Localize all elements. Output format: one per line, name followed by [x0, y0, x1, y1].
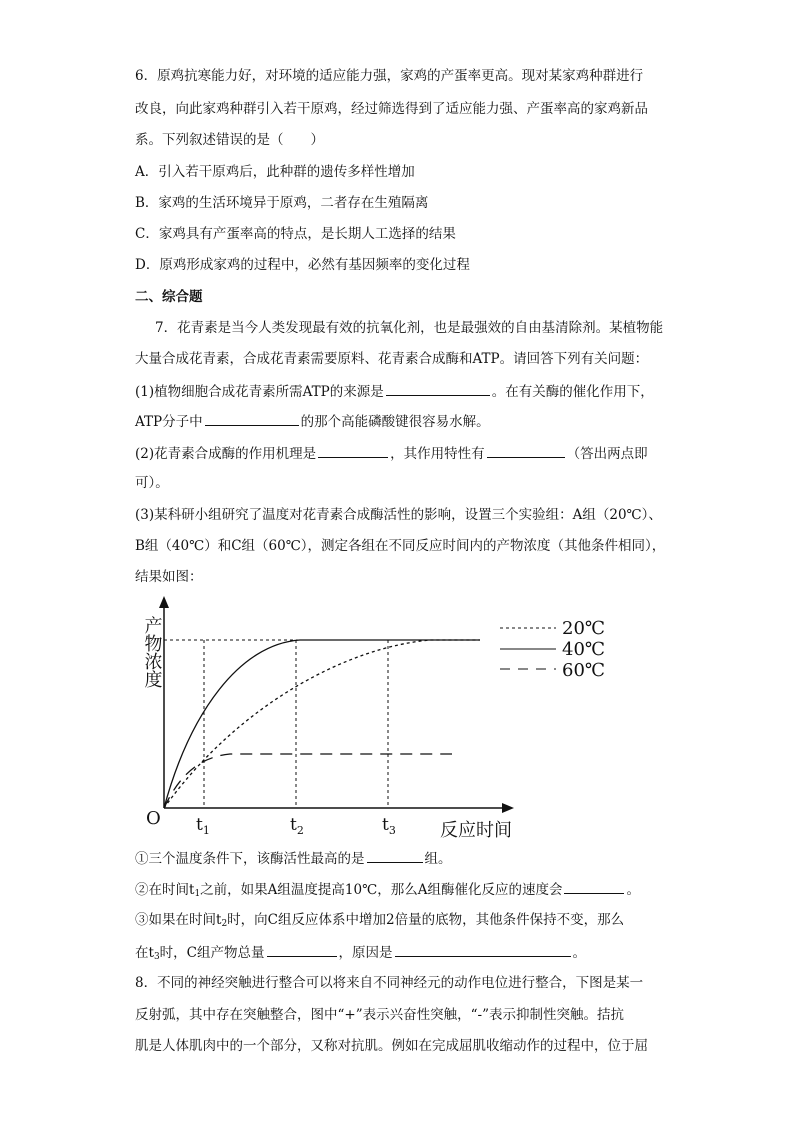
- curve-40c: [164, 640, 480, 808]
- tick-t1: $t_1$: [196, 815, 210, 837]
- q7-sub2-text-a: ②在时间: [135, 882, 189, 898]
- q7-sub2: [135, 879, 640, 904]
- q7-sub3-text-e: ，原因是: [338, 945, 393, 961]
- q7-sub3-text-d: 时，C组产物总量: [159, 945, 265, 961]
- q7-sub3-line2: [135, 942, 586, 967]
- q8-stem-line1: 8．不同的神经突触进行整合可以将来自不同神经元的动作电位进行整合，下图是某一: [135, 975, 644, 991]
- tick-t2: $t_2$: [290, 815, 304, 837]
- answer-blank-product-total[interactable]: [267, 942, 337, 957]
- q7-sub3-text-a: ③如果在时间: [135, 912, 216, 928]
- q7-sub3-line1: [135, 910, 624, 934]
- q7-sub1-text-a: ①三个温度条件下，该酶活性最高的是: [135, 851, 365, 867]
- answer-blank-enzyme-mechanism[interactable]: [318, 443, 388, 458]
- q7-part2-text-c: （答出两点即: [566, 446, 648, 462]
- curve-60c: [164, 754, 452, 808]
- q7-part1-text-d: 的那个高能磷酸键很容易水解。: [300, 414, 490, 430]
- legend-60c-label: 60℃: [562, 660, 606, 681]
- answer-blank-atp-bond[interactable]: [205, 411, 299, 426]
- q6-option-d: D．原鸡形成家鸡的过程中，必然有基因频率的变化过程: [135, 257, 470, 273]
- q7-part1-text-b: 。在有关酶的催化作用下，: [491, 384, 654, 400]
- legend-40c-label: 40℃: [562, 639, 606, 660]
- q7-sub1-text-b: 组。: [424, 851, 452, 867]
- q6-stem-line1: 6．原鸡抗寒能力好，对环境的适应能力强，家鸡的产蛋率更高。现对某家鸡种群进行: [135, 68, 644, 84]
- section-title: 二、综合题: [135, 289, 203, 305]
- answer-blank-highest-activity[interactable]: [367, 848, 423, 863]
- q7-part3-line2: B组（40℃）和C组（60℃），测定各组在不同反应时间内的产物浓度（其他条件相同），: [135, 538, 666, 554]
- q6-stem-line3: 系。下列叙述错误的是（ ）: [135, 132, 324, 148]
- x-axis-label: 反应时间: [440, 820, 512, 841]
- q7-part2-line1: [135, 443, 648, 464]
- q7-part3-line1: (3)某科研小组研究了温度对花青素合成酶活性的影响，设置三个实验组：A组（20℃）、: [135, 507, 662, 523]
- curve-20c: [164, 640, 480, 808]
- x-axis-arrow: [502, 803, 514, 813]
- q7-intro-line2: 大量合成花青素，合成花青素需要原料、花青素合成酶和ATP。请回答下列有关问题：: [135, 351, 649, 367]
- legend-20c-label: 20℃: [562, 618, 606, 639]
- y-axis-arrow: [159, 596, 169, 608]
- q7-sub2-text-b: 之前，如果A组温度提高10℃，那么A组酶催化反应的速度会: [200, 882, 563, 898]
- q7-sub3-text-f: 。: [572, 945, 587, 961]
- q7-part2-text-a: (2)花青素合成酶的作用机理是: [135, 446, 317, 462]
- q7-sub2-text-c: 。: [626, 882, 640, 898]
- q7-sub3-t2: $t_2$: [216, 912, 228, 929]
- q7-part2-text-b: ，其作用特性有: [390, 446, 485, 462]
- answer-blank-reason[interactable]: [395, 942, 571, 957]
- q7-part2-line2: 可）。: [135, 475, 169, 491]
- y-axis-label: 产物浓度: [141, 616, 163, 688]
- q7-part1-line2: [135, 411, 490, 432]
- answer-blank-enzyme-traits[interactable]: [487, 443, 565, 458]
- q6-option-a: A．引入若干原鸡后，此种群的遗传多样性增加: [135, 164, 415, 180]
- q7-part1-text-a: (1)植物细胞合成花青素所需ATP的来源是: [135, 384, 384, 400]
- q7-sub1: [135, 848, 452, 869]
- answer-blank-atp-source[interactable]: [386, 381, 490, 396]
- tick-t3: $t_3$: [382, 815, 396, 837]
- answer-blank-reaction-speed[interactable]: [564, 879, 624, 894]
- q6-option-c: C．家鸡具有产蛋率高的特点，是长期人工选择的结果: [135, 226, 456, 242]
- graph-svg: [130, 592, 606, 844]
- q8-stem-line3: 肌是人体肌肉中的一个部分，又称对抗肌。例如在完成屈肌收缩动作的过程中，位于屈: [135, 1038, 648, 1054]
- q6-option-b: B．家鸡的生活环境异于原鸡，二者存在生殖隔离: [135, 195, 429, 211]
- q7-intro-line1: 7．花青素是当今人类发现最有效的抗氧化剂，也是最强效的自由基清除剂。某植物能: [155, 320, 664, 336]
- q7-sub3-text-b: 时，向C组反应体系中增加2倍量的底物，其他条件保持不变，那么: [227, 912, 625, 928]
- origin-label: O: [146, 808, 161, 829]
- q7-sub2-t1: $t_1$: [189, 882, 201, 899]
- q7-sub3-text-c: 在: [135, 945, 149, 961]
- q7-sub3-t3: $t_3$: [148, 945, 160, 962]
- q7-part3-line3: 结果如图：: [135, 569, 203, 585]
- q7-part1-line1: [135, 381, 654, 402]
- product-concentration-graph: [130, 592, 606, 844]
- q7-part1-text-c: ATP分子中: [135, 414, 203, 430]
- q6-stem-line2: 改良，向此家鸡种群引入若干原鸡，经过筛选得到了适应能力强、产蛋率高的家鸡新品: [135, 101, 648, 117]
- q8-stem-line2: 反射弧，其中存在突触整合，图中“+”表示兴奋性突触，“-”表示抑制性突触。拮抗: [135, 1007, 624, 1023]
